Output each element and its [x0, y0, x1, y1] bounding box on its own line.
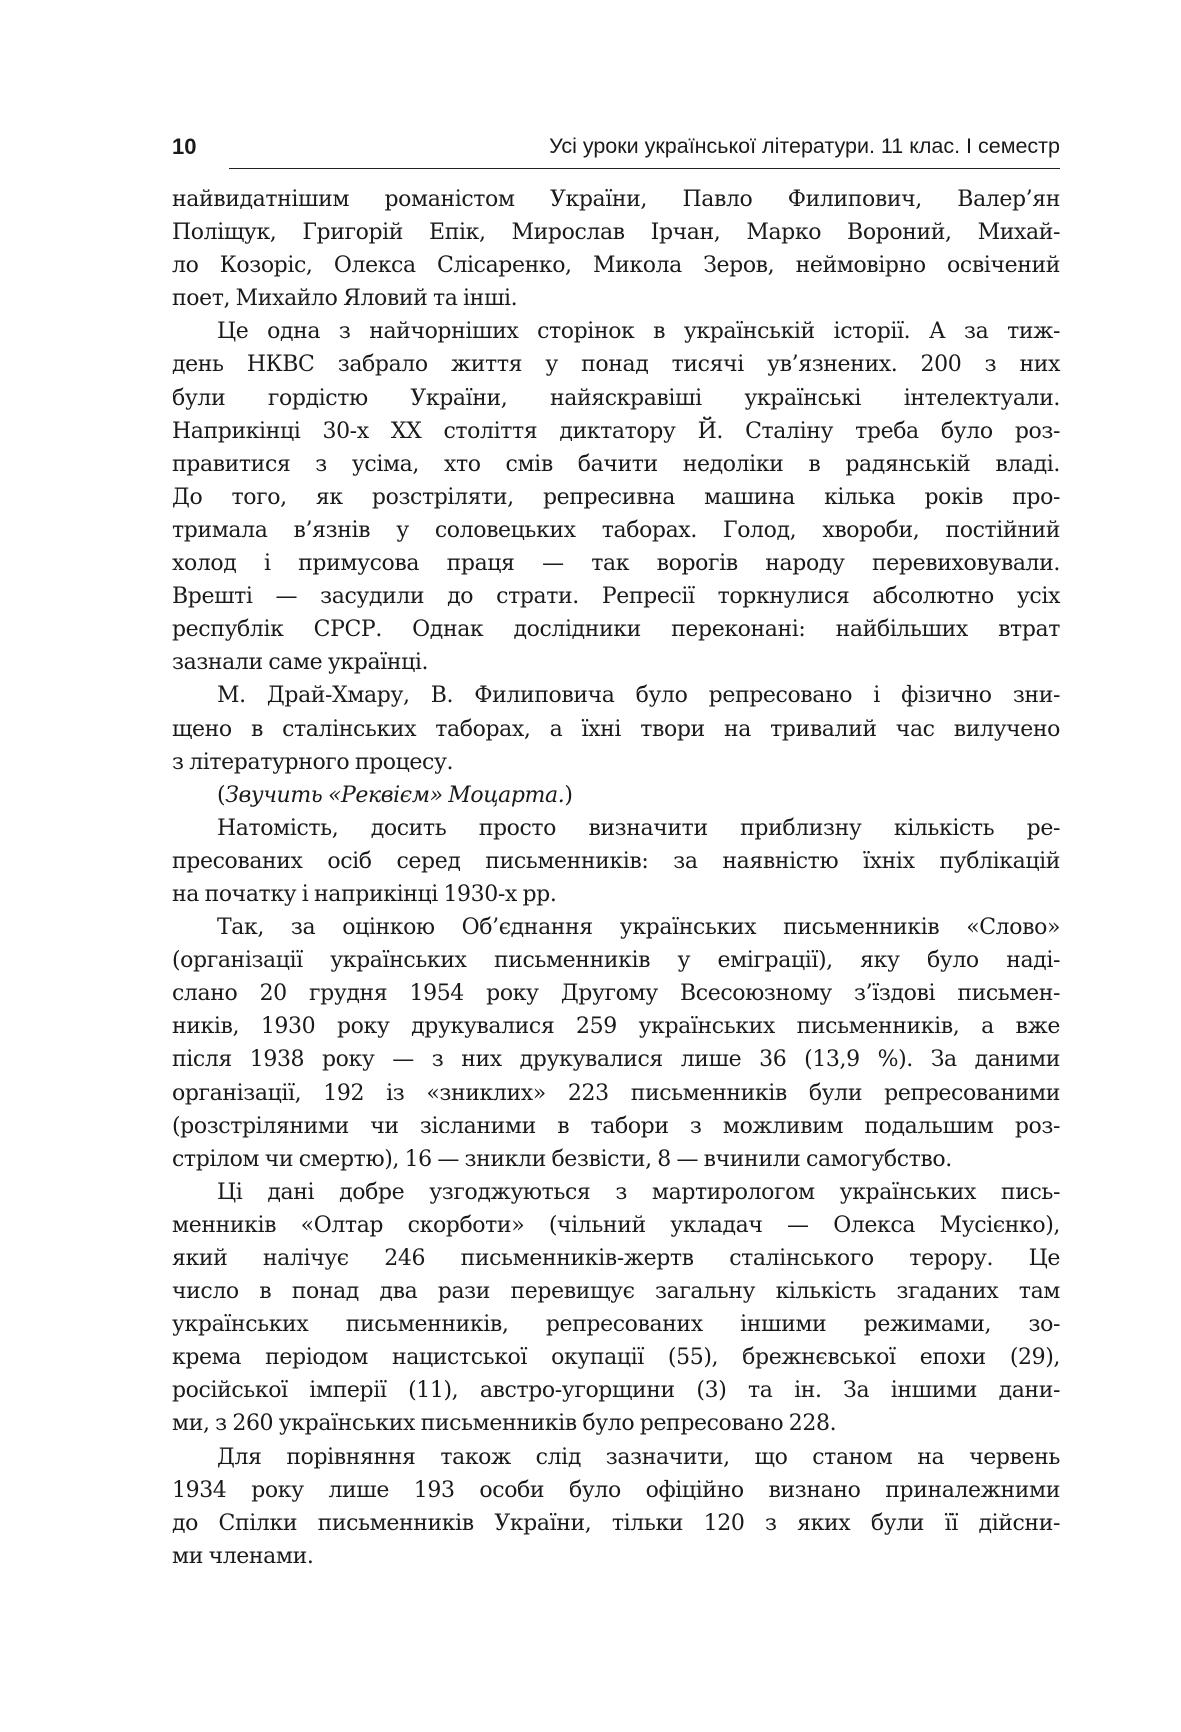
- page-number: 10: [172, 134, 197, 159]
- text-line: число в понад два рази перевищує загальну кількість згаданих там: [172, 1279, 1060, 1305]
- text-line: до Спілки письменників України, тільки 120 з яких були її дійсни-: [172, 1510, 1060, 1536]
- paragraph-5: [172, 911, 1060, 1176]
- text-line: М. Драй-Хмару, В. Филиповича було репресовано і фізично зни-: [217, 683, 1060, 709]
- text-line: з літературного процесу.: [172, 749, 454, 775]
- stage-direction-line: [172, 779, 1060, 812]
- text-line: крема періодом нацистської окупації (55), брежнєвської епохи (29),: [172, 1345, 1060, 1371]
- paragraph-4: [172, 812, 1060, 911]
- text-line: після 1938 року — з них друкувалися лише 36 (13,9 %). За даними: [172, 1047, 1060, 1073]
- text-line: Наприкінці 30-х ХХ століття диктатору Й. Сталіну треба було роз-: [172, 418, 1060, 444]
- text-line: тримала в’язнів у соловецьких таборах. Голод, хвороби, постійний: [172, 517, 1060, 543]
- paragraph-7: [172, 1441, 1060, 1573]
- text-line: республік СРСР. Однак дослідники переконані: найбільших втрат: [172, 617, 1060, 643]
- text-line: холод і примусова праця — так ворогів народу перевиховували.: [172, 551, 1060, 577]
- text-line: Натомість, досить просто визначити приблизну кількість ре-: [217, 815, 1060, 841]
- text-line: Ці дані добре узгоджуються з мартирологом українських пись-: [217, 1179, 1060, 1205]
- text-line: зазнали саме українці.: [172, 650, 429, 676]
- stage-direction: [172, 779, 1060, 812]
- open-paren: (: [217, 782, 226, 808]
- text-line: До того, як розстріляти, репресивна машина кілька років про-: [172, 484, 1060, 510]
- body-text: [172, 183, 1060, 1573]
- text-line: Врешті — засудили до страти. Репресії торкнулися абсолютно усіх: [172, 584, 1060, 610]
- text-line: ми членами.: [172, 1543, 314, 1569]
- paragraph-6: [172, 1176, 1060, 1441]
- text-line: (організації українських письменників у еміграції), яку було наді-: [172, 948, 1060, 974]
- text-line: організації, 192 із «зниклих» 223 письменників були репресованими: [172, 1080, 1060, 1106]
- text-line: на початку і наприкінці 1930-х рр.: [172, 881, 557, 907]
- text-line: який налічує 246 письменників-жертв сталінського терору. Це: [172, 1246, 1060, 1271]
- text-line: Для порівняння також слід зазначити, що станом на червень: [217, 1444, 1060, 1470]
- stage-direction-text: Звучить «Реквієм» Моцарта.: [225, 782, 565, 808]
- text-line: день НКВС забрало життя у понад тисячі ув’язнених. 200 з них: [172, 352, 1060, 378]
- text-line: ми, з 260 українських письменників було репресовано 228.: [172, 1411, 837, 1437]
- text-line: найвидатнішим романістом України, Павло Филипович, Валер’ян: [172, 187, 1060, 212]
- text-line: правитися з усіма, хто смів бачити недоліки в радянській владі.: [172, 451, 1060, 477]
- text-line: поет, Михайло Яловий та інші.: [172, 286, 518, 312]
- text-line: українських письменників, репресованих іншими режимами, зо-: [172, 1312, 1060, 1338]
- text-line: менників «Олтар скорботи» (чільний укладач — Олекса Мусієнко),: [172, 1212, 1060, 1238]
- text-line: ників, 1930 року друкувалися 259 українських письменників, а вже: [172, 1014, 1060, 1040]
- text-line: щено в сталінських таборах, а їхні твори на тривалий час вилучено: [172, 716, 1060, 742]
- text-line: слано 20 грудня 1954 року Другому Всесоюзному з’їздові письмен-: [172, 981, 1060, 1007]
- paragraph-1: [172, 183, 1060, 315]
- text-line: пресованих осіб серед письменників: за наявністю їхніх публікацій: [172, 848, 1060, 874]
- text-line: (розстріляними чи зісланими в табори з можливим подальшим роз-: [172, 1113, 1060, 1139]
- paragraph-2: [172, 315, 1060, 679]
- text-line: Поліщук, Григорій Епік, Мирослав Ірчан, Марко Вороний, Михай-: [172, 220, 1060, 246]
- text-line: Це одна з найчорніших сторінок в українській історії. А за тиж-: [217, 319, 1060, 345]
- running-title: Усі уроки української літератури. 11 клас. І семестр: [549, 134, 1060, 158]
- page-header: [172, 132, 1060, 168]
- text-line: були гордістю України, найяскравіші українські інтелектуали.: [172, 385, 1060, 411]
- text-line: стрілом чи смертю), 16 — зникли безвісти, 8 — вчинили самогубство.: [172, 1146, 952, 1172]
- paragraph-3: [172, 679, 1060, 778]
- text-line: ло Козоріс, Олекса Слісаренко, Микола Зеров, неймовірно освічений: [172, 253, 1060, 279]
- close-paren: ): [564, 782, 573, 808]
- text-line: російської імперії (11), австро-угорщини (3) та ін. За іншими дани-: [172, 1378, 1060, 1404]
- text-line: 1934 року лише 193 особи було офіційно визнано приналежними: [172, 1477, 1060, 1503]
- text-line: Так, за оцінкою Об’єднання українських письменників «Слово»: [217, 915, 1060, 941]
- header-rule: [229, 168, 1060, 169]
